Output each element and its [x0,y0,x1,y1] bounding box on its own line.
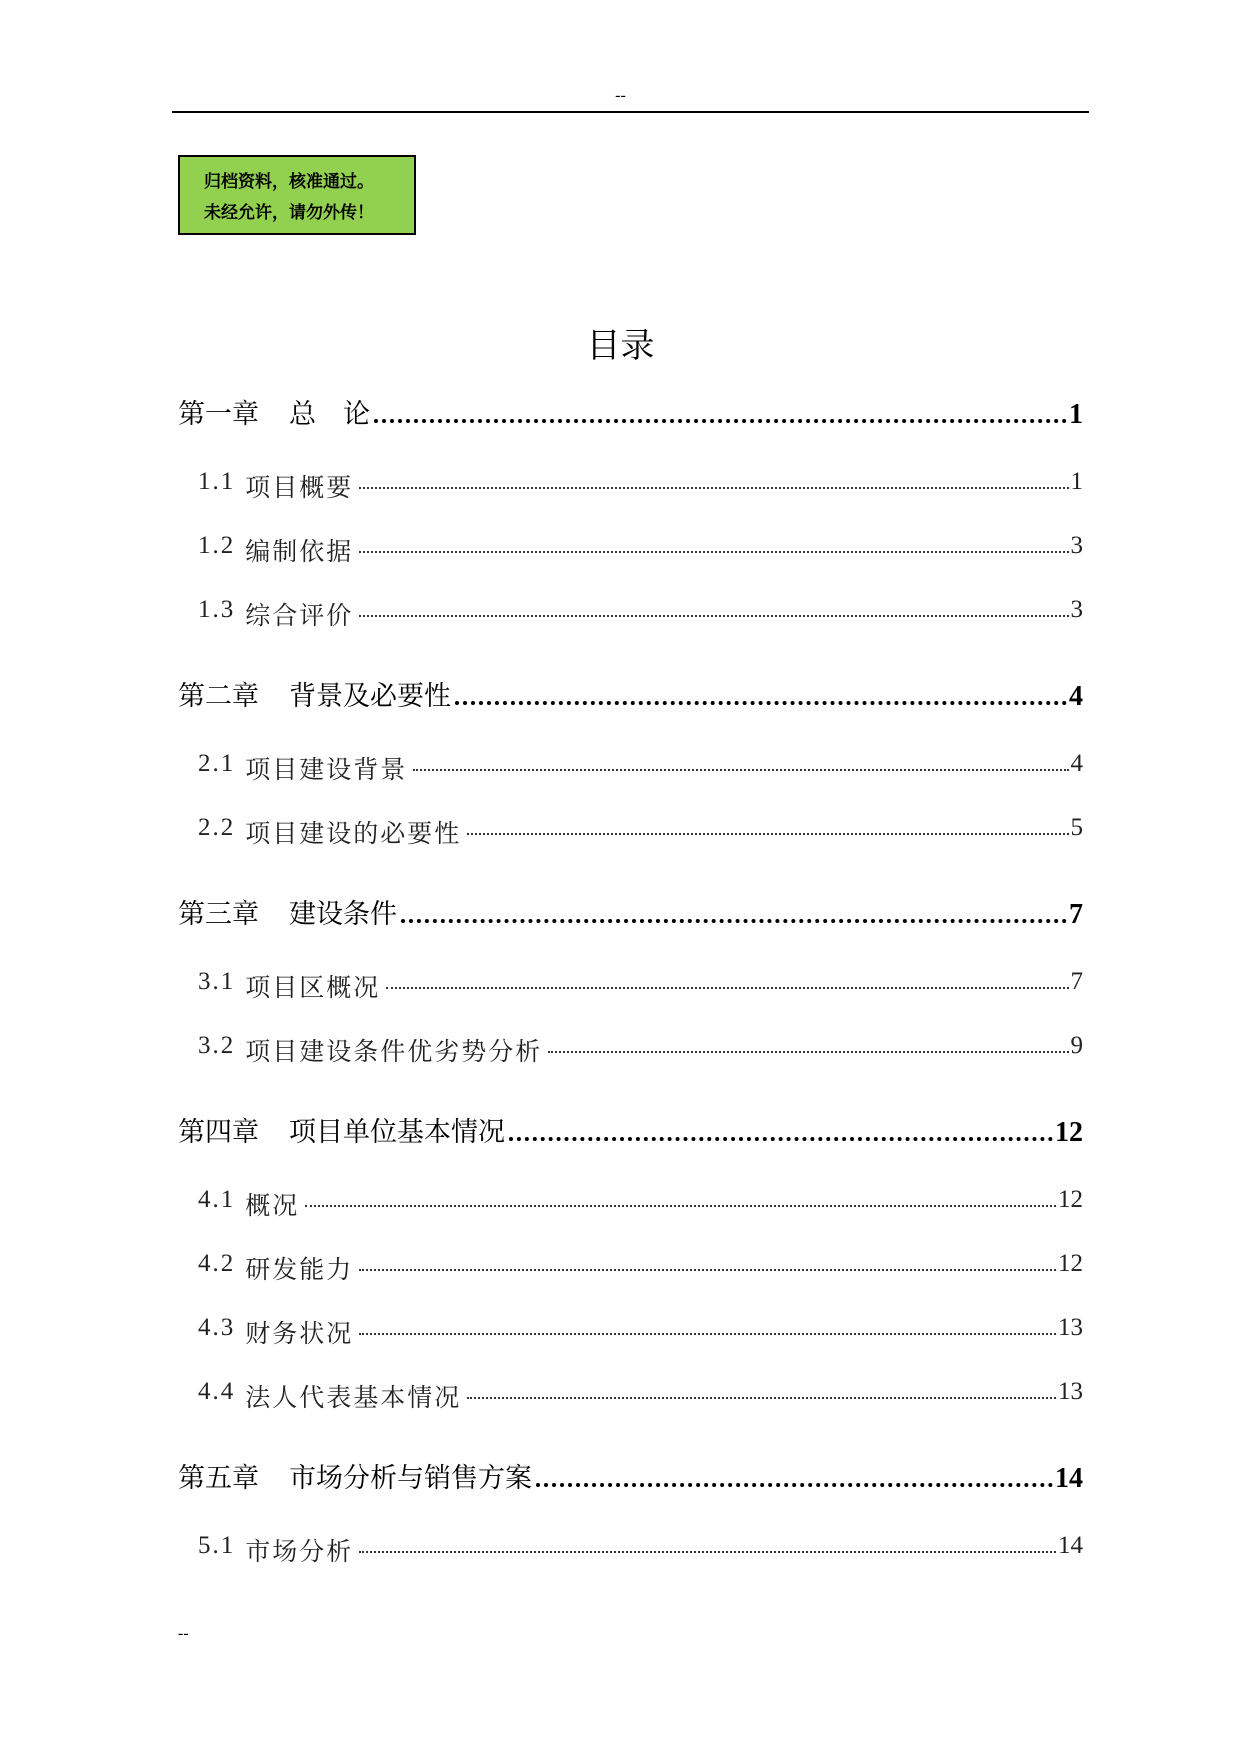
toc-entry-label [198,596,353,632]
toc-section-entry[interactable] [198,1032,1083,1068]
chapter-number: 第五章 [178,1463,259,1494]
toc-section-entry[interactable] [198,596,1083,632]
toc-entry-label [198,1186,299,1222]
toc-page-number: 12 [1055,1117,1083,1148]
toc-chapter-entry[interactable] [178,1110,1083,1149]
dot-leader [467,833,1068,835]
stamp-line-2: 未经允许，请勿外传！ [204,203,374,223]
toc-entry-title: 总 论 [289,399,370,430]
toc-entry-label [198,1032,542,1068]
toc-section-entry[interactable] [198,814,1083,850]
toc-section-entry[interactable] [198,468,1083,504]
dot-leader [359,487,1068,489]
toc-section-entry[interactable] [198,1314,1083,1350]
stamp-line-1: 归档资料，核准通过。 [204,172,374,192]
toc-page-number: 3 [1070,532,1083,559]
toc-entry-title: 项目建设条件优劣势分析 [245,1037,543,1066]
toc-page-number: 14 [1058,1532,1083,1559]
toc-entry-title: 市场分析 [245,1537,354,1566]
toc-chapter-entry[interactable] [178,1456,1083,1495]
toc-section-entry[interactable] [198,1532,1083,1568]
section-number: 4.1 [198,1186,236,1213]
section-number: 4.3 [198,1314,236,1341]
dot-leader [413,769,1068,771]
toc-entry-title: 编制依据 [245,537,354,566]
toc-section-entry[interactable] [198,532,1083,568]
dot-leader [305,1205,1056,1207]
toc-page-number: 7 [1069,899,1083,930]
toc-entry-title: 项目建设背景 [245,755,408,784]
dot-leader [548,1051,1068,1053]
toc-page-number: 12 [1058,1250,1083,1277]
toc-page-number: 13 [1058,1378,1083,1405]
toc-entry-label [198,750,407,786]
dot-leader [536,1483,1053,1487]
section-number: 5.1 [198,1532,236,1559]
toc-page-number: 3 [1070,596,1083,623]
toc-entry-title: 研发能力 [245,1255,354,1284]
toc-entry-title: 项目区概况 [245,973,381,1002]
toc-page-number: 9 [1070,1032,1083,1059]
toc-entry-label [178,1456,532,1495]
toc-entry-title: 项目建设的必要性 [245,819,462,848]
page-footer-mark: -- [178,1625,189,1642]
toc-entry-label [178,892,397,931]
toc-entry-title: 综合评价 [245,601,354,630]
toc-entry-label [198,1378,461,1414]
toc-section-entry[interactable] [198,968,1083,1004]
section-number: 4.4 [198,1378,236,1405]
dot-leader [359,1269,1056,1271]
chapter-number: 第二章 [178,681,259,712]
toc-chapter-entry[interactable] [178,674,1083,713]
section-number: 1.1 [198,468,236,495]
section-number: 2.1 [198,750,236,777]
section-number: 1.2 [198,532,236,559]
toc-page-number: 12 [1058,1186,1083,1213]
toc-entry-label [198,814,461,850]
toc-page-number: 7 [1070,968,1083,995]
section-number: 3.2 [198,1032,236,1059]
dot-leader [509,1137,1053,1141]
section-number: 1.3 [198,596,236,623]
toc-entry-title: 财务状况 [245,1319,354,1348]
toc-section-entry[interactable] [198,750,1083,786]
toc-entry-label [178,674,451,713]
dot-leader [359,1551,1056,1553]
toc-section-entry[interactable] [198,1186,1083,1222]
toc-entry-title: 背景及必要性 [289,681,451,712]
header-rule [172,111,1089,113]
toc-entry-label [198,468,353,504]
toc-entry-label [198,1314,353,1350]
toc-section-entry[interactable] [198,1378,1083,1414]
toc-chapter-entry[interactable] [178,892,1083,931]
dot-leader [386,987,1068,989]
dot-leader [359,1333,1056,1335]
dot-leader [359,615,1068,617]
toc-entry-label [178,392,370,431]
dot-leader [359,551,1068,553]
chapter-number: 第一章 [178,399,259,430]
toc-entry-title: 概况 [245,1191,300,1220]
toc-page-number: 1 [1069,399,1083,430]
section-number: 3.1 [198,968,236,995]
toc-page-number: 5 [1070,814,1083,841]
toc-entry-label [198,1532,353,1568]
chapter-number: 第三章 [178,899,259,930]
dot-leader [374,419,1067,423]
archive-stamp [178,155,416,235]
toc-page-number: 14 [1055,1463,1083,1494]
section-number: 4.2 [198,1250,236,1277]
toc-entry-label [198,1250,353,1286]
toc-page-number: 4 [1069,681,1083,712]
toc-title: 目录 [586,326,655,366]
toc-entry-title: 项目单位基本情况 [289,1117,505,1148]
dot-leader [401,919,1067,923]
page-header-mark: -- [615,87,626,104]
section-number: 2.2 [198,814,236,841]
toc-chapter-entry[interactable] [178,392,1083,431]
toc-page-number: 4 [1070,750,1083,777]
toc-page-number: 13 [1058,1314,1083,1341]
chapter-number: 第四章 [178,1117,259,1148]
dot-leader [467,1397,1056,1399]
dot-leader [455,701,1067,705]
toc-entry-label [198,968,380,1004]
toc-section-entry[interactable] [198,1250,1083,1286]
toc-entry-title: 建设条件 [289,899,397,930]
toc-entry-title: 市场分析与销售方案 [289,1463,532,1494]
toc-entry-label [178,1110,505,1149]
toc-entry-label [198,532,353,568]
toc-entry-title: 法人代表基本情况 [245,1383,462,1412]
toc-entry-title: 项目概要 [245,473,354,502]
toc-page-number: 1 [1070,468,1083,495]
